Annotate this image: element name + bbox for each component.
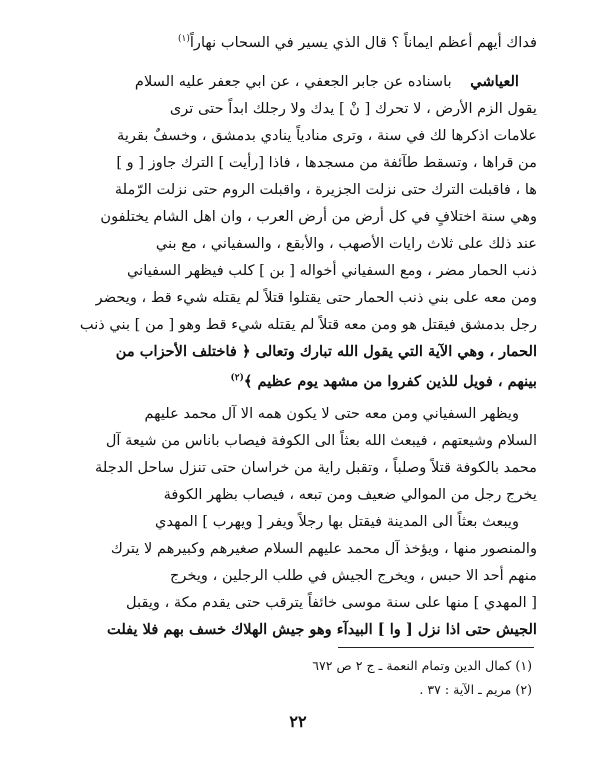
paragraph-1-line-12 <box>52 365 537 392</box>
paragraph-2-line-3: محمد بالكوفة قتلاً وصلباً ، وتقبل راية من خراسان حتى تنزل ساحل الدجلة <box>95 459 537 476</box>
paragraph-3 <box>52 508 537 643</box>
paragraph-1-line-8: ذنب الحمار مضر ، ومع السفياني أخواله [ بن ] كلب فيظهر السفياني <box>127 262 537 279</box>
paragraph-1-line-4: من قراها ، وتسقط طآئفة من مسجدها ، فاذا [رأيت ] الترك جاوز [ و ] <box>116 154 537 171</box>
paragraph-1-line-1 <box>52 68 537 95</box>
paragraph-2-line-2: السلام وشيعتهم ، فيبعث الله بعثاً الى الكوفة فيصاب باناس من شيعة آل <box>105 432 537 449</box>
paragraph-1-line-10: رجل بدمشق فيقتل هو ومن معه قتلاً لم يقتله شيء قط وهو [ من ] بني ذنب <box>79 316 537 333</box>
paragraph-1-line-12-text: بينهم ، فويل للذين كفروا من مشهد يوم عظيم ﴾ <box>243 372 537 390</box>
paragraph-3-line-4: [ المهدي ] منها على سنة موسى خائفاً يترقب حتى يقدم مكة ، ويقبل <box>125 594 537 611</box>
paragraph-2-line-4: يخرج رجل من الموالي ضعيف ومن تبعه ، فيصاب بظهر الكوفة <box>163 486 537 503</box>
paragraph-1-line-11: الحمار ، وهي الآية التي يقول الله تبارك وتعالى ﴿ فاختلف الأحزاب من <box>115 343 537 360</box>
paragraph-1-line-1-text: باسناده عن جابر الجعفي ، عن ابي جعفر عليه السلام <box>134 73 452 90</box>
footnotes <box>52 654 532 702</box>
page-number: ٢٢ <box>289 712 307 731</box>
header-line-text: فداك أيهم أعظم ايماناً ؟ قال الذي يسير في السحاب نهاراً <box>189 34 537 51</box>
paragraph-1-line-6: وهي سنة اختلافٍ في كل أرض من أرض العرب ، وان اهل الشام يختلفون <box>100 208 537 225</box>
footnote-2: (٢) مريم ـ الآية : ٣٧ . <box>419 682 532 697</box>
footnote-1: (١) كمال الدين وتمام النعمة ـ ج ٢ ص ٦٧٢ <box>312 658 532 673</box>
paragraph-1-line-2: يقول الزم الأرض ، لا تحرك [ نْ ] يدك ولا رجلك ابداً حتى ترى <box>169 100 537 117</box>
paragraph-1-line-3: علامات اذكرها لك في سنة ، وترى منادياً ينادي بدمشق ، وخسفٌ بقرية <box>117 127 537 144</box>
header-line <box>52 34 537 51</box>
paragraph-1 <box>52 68 537 392</box>
paragraph-1-line-7: عند ذلك على ثلاث رايات الأصهب ، والأبقع ، والسفياني ، مع بني <box>155 235 537 252</box>
paragraph-2 <box>52 400 537 508</box>
footnote-ref-2: (٢) <box>230 373 244 383</box>
paragraph-3-line-5: الجيش حتى اذا نزل [ وا ] البيدآء وهو جيش الهلاك خسف بهم فلا يفلت <box>107 621 537 638</box>
paragraph-3-line-1: ويبعث بعثاً الى المدينة فيقتل بها رجلاً ويفر [ ويهرب ] المهدي <box>155 513 519 530</box>
paragraph-1-line-9: ومن معه على بني ذنب الحمار حتى يقتلوا قتلاً لم يقتله شيء قط ، ويحضر <box>95 289 537 306</box>
paragraph-3-line-2: والمنصور منها ، ويؤخذ آل محمد عليهم السلام صغيرهم وكبيرهم لا يترك <box>110 540 537 557</box>
paragraph-1-title: العياشي <box>470 73 519 90</box>
paragraph-2-line-1: ويظهر السفياني ومن معه حتى لا يكون همه الا آل محمد عليهم <box>144 405 519 422</box>
footnote-divider <box>338 647 534 648</box>
paragraph-1-line-5: ها ، فاقبلت الترك حتى نزلت الجزيرة ، واقبلت الروم حتى نزلت الرّملة <box>114 181 537 198</box>
paragraph-3-line-3: منهم أحد الا حبس ، ويخرج الجيش في طلب الرجلين ، ويخرج <box>169 567 537 584</box>
footnote-ref-1: (١) <box>178 34 190 45</box>
